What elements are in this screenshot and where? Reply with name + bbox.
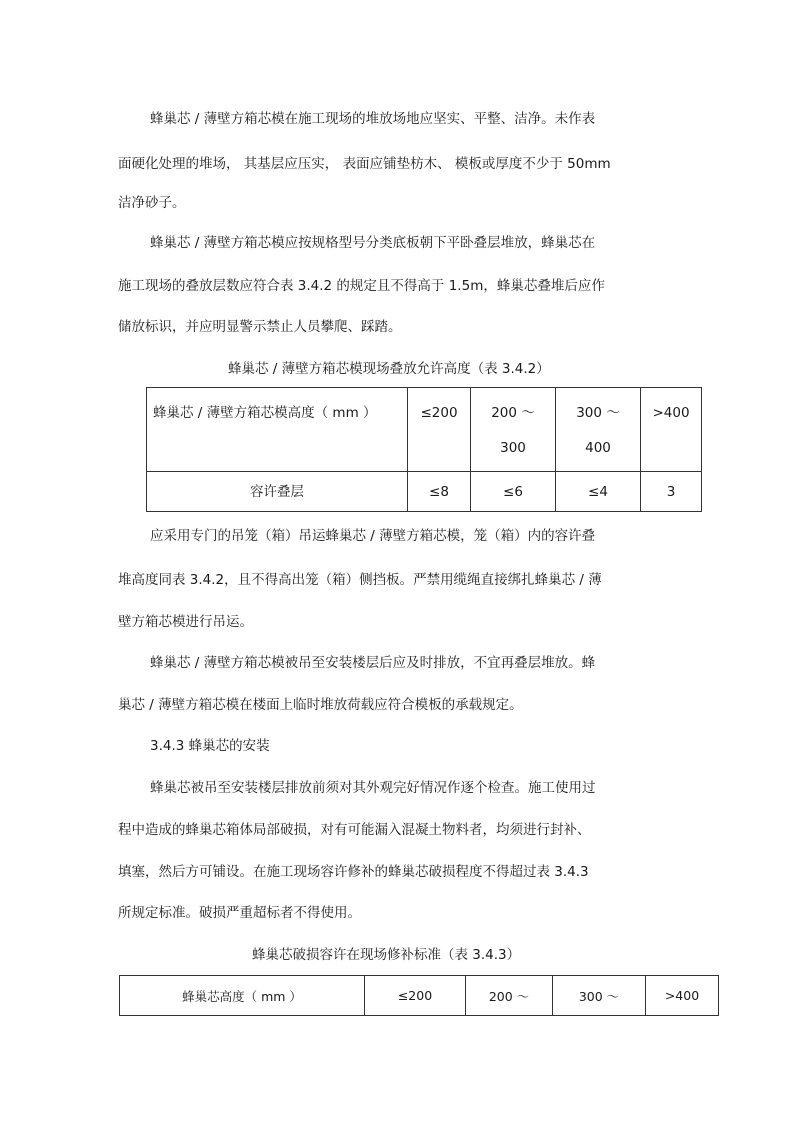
table2-header-cell: 200 ～ bbox=[466, 976, 553, 1016]
table1-cell: ≤4 bbox=[556, 472, 641, 512]
table2-header-cell: 蜂巢芯高度（ mm ） bbox=[120, 976, 365, 1016]
para5-line1: 蜂巢芯被吊至安装楼层排放前须对其外观完好情况作逐个检查。施工使用过 bbox=[150, 780, 596, 796]
table1-header-cell: 200 ～ 300 bbox=[471, 388, 556, 472]
table2-header-cell: ≤200 bbox=[365, 976, 466, 1016]
table1-header-cell: >400 bbox=[641, 388, 702, 472]
table1-header-cell: 300 ～ 400 bbox=[556, 388, 641, 472]
section-heading: 3.4.3 蜂巢芯的安装 bbox=[150, 738, 270, 754]
table1-cell: 容许叠层 bbox=[147, 472, 408, 512]
table1-cell: ≤8 bbox=[408, 472, 471, 512]
table2 bbox=[119, 975, 719, 1016]
table1-caption: 蜂巢芯 / 薄壁方箱芯模现场叠放允许高度（表 3.4.2） bbox=[228, 361, 550, 377]
table1-cell: ≤6 bbox=[471, 472, 556, 512]
table2-caption: 蜂巢芯破损容许在现场修补标准（表 3.4.3） bbox=[252, 947, 521, 963]
para2-line1: 蜂巢芯 / 薄壁方箱芯模应按规格型号分类底板朝下平卧叠层堆放，蜂巢芯在 bbox=[150, 235, 596, 251]
para3-line2: 堆高度同表 3.4.2，且不得高出笼（箱）侧挡板。严禁用缆绳直接绑扎蜂巢芯 / 薄 bbox=[118, 572, 602, 588]
table1-header-row bbox=[147, 388, 702, 472]
para1-line2: 面硬化处理的堆场， 其基层应压实， 表面应铺垫枋木、 模板或厚度不少于 50mm bbox=[118, 156, 611, 172]
table2-header-row bbox=[120, 976, 719, 1016]
para5-line4: 所规定标准。破损严重超标者不得使用。 bbox=[118, 905, 361, 921]
para3-line1: 应采用专门的吊笼（箱）吊运蜂巢芯 / 薄壁方箱芯模，笼（箱）内的容许叠 bbox=[150, 528, 596, 544]
table2-header-cell: 300 ～ bbox=[553, 976, 646, 1016]
para3-line3: 壁方箱芯模进行吊运。 bbox=[118, 614, 253, 630]
para5-line2: 程中造成的蜂巢芯箱体局部破损，对有可能漏入混凝土物料者，均须进行封补、 bbox=[118, 822, 591, 838]
para4-line1: 蜂巢芯 / 薄壁方箱芯模被吊至安装楼层后应及时排放，不宜再叠层堆放。蜂 bbox=[150, 655, 596, 671]
table1-cell: 3 bbox=[641, 472, 702, 512]
table2-header-cell: >400 bbox=[646, 976, 719, 1016]
table1 bbox=[146, 387, 702, 512]
para2-line2: 施工现场的叠放层数应符合表 3.4.2 的规定且不得高于 1.5m，蜂巢芯叠堆后应作 bbox=[118, 278, 605, 294]
para4-line2: 巢芯 / 薄壁方箱芯模在楼面上临时堆放荷载应符合模板的承载规定。 bbox=[118, 697, 523, 713]
table1-row bbox=[147, 472, 702, 512]
para2-line3: 储放标识，并应明显警示禁止人员攀爬、踩踏。 bbox=[118, 319, 402, 335]
table1-header-cell: ≤200 bbox=[408, 388, 471, 472]
para1-line3: 洁净砂子。 bbox=[118, 195, 186, 211]
table1-header-cell: 蜂巢芯 / 薄壁方箱芯模高度（ mm ） bbox=[147, 388, 408, 472]
para5-line3: 填塞，然后方可铺设。在施工现场容许修补的蜂巢芯破损程度不得超过表 3.4.3 bbox=[118, 864, 589, 880]
para1-line1: 蜂巢芯 / 薄壁方箱芯模在施工现场的堆放场地应坚实、平整、洁净。未作表 bbox=[150, 111, 596, 127]
